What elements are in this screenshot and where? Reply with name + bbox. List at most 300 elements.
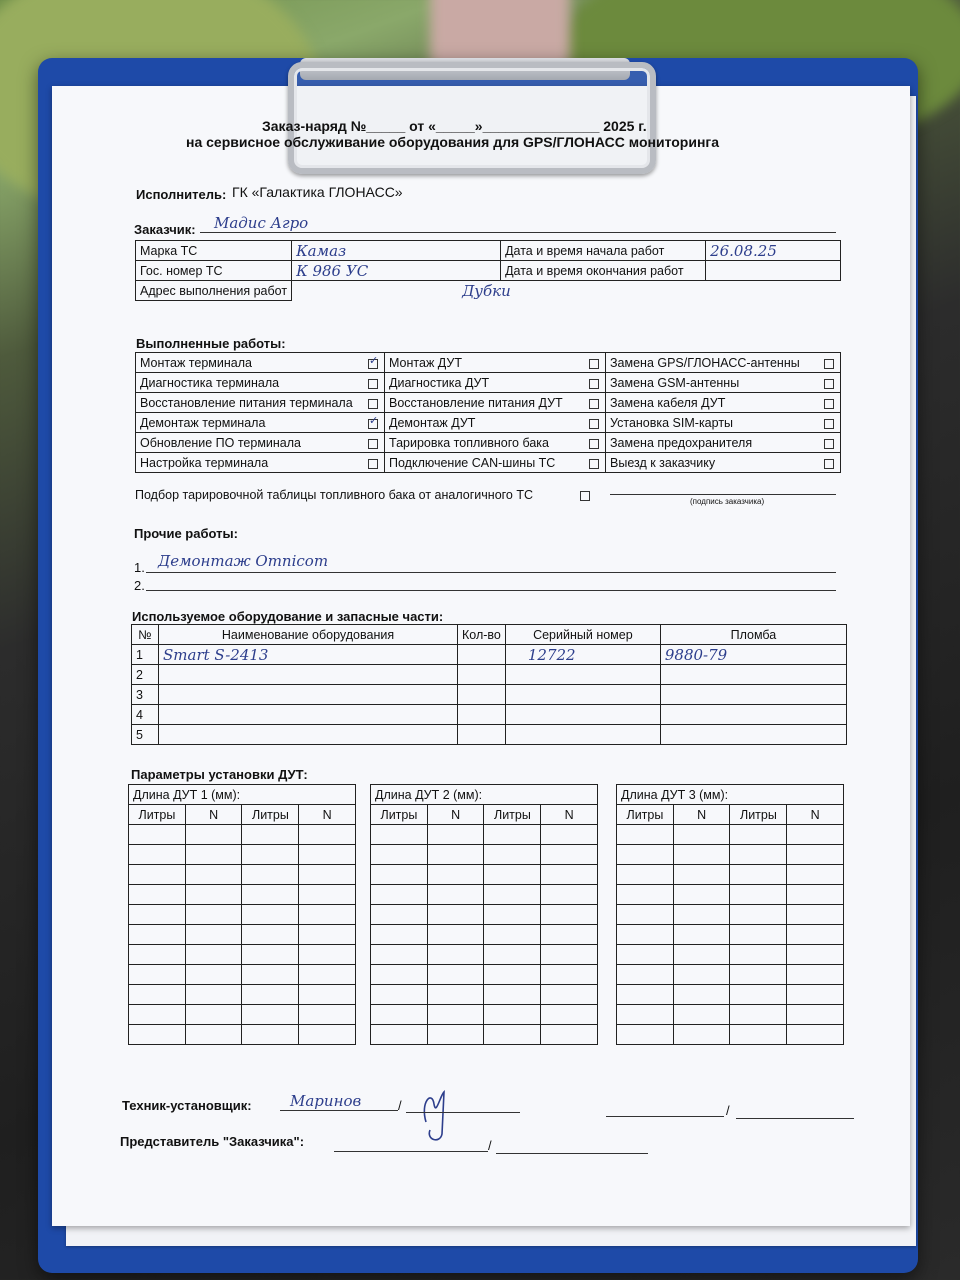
rep-name-line bbox=[334, 1151, 488, 1152]
dut-cell[interactable] bbox=[299, 925, 356, 945]
dut-cell[interactable] bbox=[427, 905, 484, 925]
dut-cell[interactable] bbox=[129, 985, 186, 1005]
equipment-title: Используемое оборудование и запасные части: bbox=[132, 609, 444, 624]
dut-cell[interactable] bbox=[484, 965, 541, 985]
dut-cell[interactable] bbox=[730, 885, 787, 905]
dut-row bbox=[129, 1025, 356, 1045]
dut-cell[interactable] bbox=[371, 965, 428, 985]
equipment-header: Серийный номер bbox=[505, 625, 660, 645]
plate-value: К 986 УС bbox=[292, 261, 501, 281]
end-value bbox=[706, 261, 841, 281]
dut-length-label: Длина ДУТ 3 (мм): bbox=[617, 785, 844, 805]
dut-cell[interactable] bbox=[427, 925, 484, 945]
dut-cell[interactable] bbox=[541, 1025, 598, 1045]
dut-cell[interactable] bbox=[299, 985, 356, 1005]
dut-col-header: Литры bbox=[371, 805, 428, 825]
dut-cell[interactable] bbox=[299, 905, 356, 925]
work-item bbox=[385, 453, 606, 473]
equipment-qty bbox=[458, 645, 506, 665]
dut-cell[interactable] bbox=[371, 825, 428, 845]
dut-row bbox=[617, 965, 844, 985]
dut-row bbox=[129, 985, 356, 1005]
dut-col-header: Литры bbox=[730, 805, 787, 825]
dut-cell[interactable] bbox=[617, 865, 674, 885]
start-label: Дата и время начала работ bbox=[501, 241, 706, 261]
work-item-label: Диагностика терминала bbox=[140, 375, 280, 390]
dut-length-label: Длина ДУТ 2 (мм): bbox=[371, 785, 598, 805]
dut-cell[interactable] bbox=[541, 905, 598, 925]
work-item-label: Тарировка топливного бака bbox=[389, 435, 549, 450]
dut-col-header: Литры bbox=[484, 805, 541, 825]
dut-cell[interactable] bbox=[129, 845, 186, 865]
work-item bbox=[385, 393, 606, 413]
other-line-1 bbox=[146, 572, 836, 573]
dut-cell[interactable] bbox=[541, 885, 598, 905]
work-item-label: Демонтаж ДУТ bbox=[389, 415, 476, 430]
dut-cell[interactable] bbox=[484, 945, 541, 965]
work-item-label: Замена GPS/ГЛОНАСС-антенны bbox=[610, 355, 800, 370]
dut-cell[interactable] bbox=[673, 845, 730, 865]
works-title: Выполненные работы: bbox=[136, 336, 286, 351]
dut-row bbox=[617, 1005, 844, 1025]
dut-cell[interactable] bbox=[484, 825, 541, 845]
dut-cell[interactable] bbox=[299, 1005, 356, 1025]
equipment-name: Smart S-2413 bbox=[159, 645, 458, 665]
dut-cell[interactable] bbox=[617, 1005, 674, 1025]
table-row bbox=[132, 725, 847, 745]
dut-cell[interactable] bbox=[242, 865, 299, 885]
customer-line bbox=[200, 232, 836, 233]
dut-cell[interactable] bbox=[787, 965, 844, 985]
dut-cell[interactable] bbox=[299, 825, 356, 845]
work-item-checkbox[interactable] bbox=[368, 439, 378, 449]
dut-cell[interactable] bbox=[129, 825, 186, 845]
dut-cell[interactable] bbox=[787, 985, 844, 1005]
executor-label: Исполнитель: bbox=[136, 187, 227, 202]
dut-cell[interactable] bbox=[185, 825, 242, 845]
plate-label: Гос. номер ТС bbox=[136, 261, 292, 281]
dut-cell[interactable] bbox=[617, 1025, 674, 1045]
dut-cell[interactable] bbox=[129, 925, 186, 945]
work-item bbox=[606, 413, 841, 433]
dut-cell[interactable] bbox=[673, 905, 730, 925]
dut-cell[interactable] bbox=[541, 865, 598, 885]
dut-cell[interactable] bbox=[673, 1025, 730, 1045]
table-row bbox=[132, 705, 847, 725]
slash: / bbox=[488, 1138, 492, 1153]
table-row bbox=[136, 353, 841, 373]
tech-name-line bbox=[280, 1110, 398, 1111]
dut-cell[interactable] bbox=[185, 905, 242, 925]
dut-cell[interactable] bbox=[242, 905, 299, 925]
table-row bbox=[136, 413, 841, 433]
dut-col-header: N bbox=[299, 805, 356, 825]
dut-cell[interactable] bbox=[730, 1005, 787, 1025]
dut-cell[interactable] bbox=[371, 925, 428, 945]
dut-cell[interactable] bbox=[371, 1025, 428, 1045]
slash: / bbox=[398, 1098, 402, 1113]
dut-cell[interactable] bbox=[242, 845, 299, 865]
dut-cell[interactable] bbox=[617, 905, 674, 925]
dut-col-header: Литры bbox=[129, 805, 186, 825]
form-title: Заказ-наряд №_____ от «_____»_______________ 2025 г. bbox=[262, 118, 647, 134]
work-item-checkbox[interactable] bbox=[824, 459, 834, 469]
equipment-header: № bbox=[132, 625, 159, 645]
dut-cell[interactable] bbox=[673, 925, 730, 945]
dut-row bbox=[129, 845, 356, 865]
executor-value: ГК «Галактика ГЛОНАСС» bbox=[232, 184, 403, 200]
dut-cell[interactable] bbox=[129, 1005, 186, 1025]
dut-cell[interactable] bbox=[484, 905, 541, 925]
table-row bbox=[136, 373, 841, 393]
dut-cell[interactable] bbox=[129, 1025, 186, 1045]
work-item-label: Замена кабеля ДУТ bbox=[610, 395, 726, 410]
dut-cell[interactable] bbox=[299, 1025, 356, 1045]
dut-row bbox=[371, 925, 598, 945]
work-item bbox=[136, 353, 385, 373]
work-item-checkbox[interactable] bbox=[589, 439, 599, 449]
dut-cell[interactable] bbox=[185, 965, 242, 985]
work-item-checkbox[interactable] bbox=[368, 419, 378, 429]
dut-cell[interactable] bbox=[484, 1025, 541, 1045]
dut-cell[interactable] bbox=[185, 1025, 242, 1045]
dut-row bbox=[129, 905, 356, 925]
dut-length-label: Длина ДУТ 1 (мм): bbox=[129, 785, 356, 805]
work-item bbox=[136, 413, 385, 433]
work-item-label: Монтаж ДУТ bbox=[389, 355, 462, 370]
dut-row bbox=[371, 945, 598, 965]
dut-cell[interactable] bbox=[129, 945, 186, 965]
work-item bbox=[385, 433, 606, 453]
work-item-checkbox[interactable] bbox=[824, 359, 834, 369]
row-num: 4 bbox=[132, 705, 159, 725]
dut-cell[interactable] bbox=[787, 885, 844, 905]
rep-label: Представитель "Заказчика": bbox=[120, 1134, 305, 1149]
dut-cell[interactable] bbox=[730, 925, 787, 945]
dut-row bbox=[371, 825, 598, 845]
tariff-label: Подбор тарировочной таблицы топливного бака от аналогичного ТС bbox=[135, 488, 534, 502]
dut-cell[interactable] bbox=[129, 965, 186, 985]
dut-cell[interactable] bbox=[730, 845, 787, 865]
dut-cell[interactable] bbox=[242, 965, 299, 985]
work-item-label: Настройка терминала bbox=[140, 455, 269, 470]
work-item-checkbox[interactable] bbox=[589, 419, 599, 429]
dut-cell[interactable] bbox=[484, 925, 541, 945]
work-item-checkbox[interactable] bbox=[368, 359, 378, 369]
customer-value: Мадис Агро bbox=[214, 214, 309, 232]
vehicle-table bbox=[135, 240, 841, 301]
dut-row bbox=[129, 825, 356, 845]
work-item bbox=[606, 373, 841, 393]
dut-cell[interactable] bbox=[541, 1005, 598, 1025]
dut-cell[interactable] bbox=[371, 1005, 428, 1025]
equipment-table bbox=[131, 624, 847, 745]
dut-cell[interactable] bbox=[185, 1005, 242, 1025]
dut-cell[interactable] bbox=[617, 885, 674, 905]
dut-cell[interactable] bbox=[427, 985, 484, 1005]
row-num: 3 bbox=[132, 685, 159, 705]
work-item bbox=[136, 433, 385, 453]
work-item-label: Замена GSM-антенны bbox=[610, 375, 740, 390]
dut-cell[interactable] bbox=[484, 885, 541, 905]
dut-cell[interactable] bbox=[484, 1005, 541, 1025]
work-item-checkbox[interactable] bbox=[589, 379, 599, 389]
dut-cell[interactable] bbox=[242, 945, 299, 965]
dut-col-header: N bbox=[541, 805, 598, 825]
dut-cell[interactable] bbox=[129, 905, 186, 925]
dut-cell[interactable] bbox=[730, 985, 787, 1005]
dut-cell[interactable] bbox=[427, 1025, 484, 1045]
dut-row bbox=[617, 945, 844, 965]
dut-cell[interactable] bbox=[787, 1025, 844, 1045]
extra-line-2 bbox=[736, 1118, 854, 1119]
dut-col-header: N bbox=[427, 805, 484, 825]
dut-row bbox=[617, 825, 844, 845]
dut-cell[interactable] bbox=[541, 845, 598, 865]
dut-cell[interactable] bbox=[673, 965, 730, 985]
other-title: Прочие работы: bbox=[134, 526, 238, 541]
dut-row bbox=[129, 925, 356, 945]
dut-cell[interactable] bbox=[617, 965, 674, 985]
dut-cell[interactable] bbox=[371, 865, 428, 885]
tech-name: Маринов bbox=[290, 1092, 362, 1110]
dut-cell[interactable] bbox=[787, 845, 844, 865]
work-item-checkbox[interactable] bbox=[589, 359, 599, 369]
dut-cell[interactable] bbox=[427, 1005, 484, 1025]
dut-row bbox=[129, 885, 356, 905]
address-value: Дубки bbox=[292, 281, 841, 301]
dut-cell[interactable] bbox=[484, 865, 541, 885]
dut-col-header: Литры bbox=[617, 805, 674, 825]
table-row bbox=[132, 685, 847, 705]
extra-line-1 bbox=[606, 1116, 724, 1117]
work-item bbox=[606, 453, 841, 473]
dut-cell[interactable] bbox=[730, 945, 787, 965]
dut-cell[interactable] bbox=[371, 945, 428, 965]
dut-cell[interactable] bbox=[730, 825, 787, 845]
dut-cell[interactable] bbox=[541, 925, 598, 945]
dut-cell[interactable] bbox=[185, 925, 242, 945]
dut-cell[interactable] bbox=[242, 985, 299, 1005]
dut-row bbox=[371, 985, 598, 1005]
work-item-label: Восстановление питания ДУТ bbox=[389, 395, 563, 410]
dut-row bbox=[617, 845, 844, 865]
work-item bbox=[385, 373, 606, 393]
dut-cell[interactable] bbox=[541, 825, 598, 845]
work-item bbox=[136, 453, 385, 473]
dut-row bbox=[371, 845, 598, 865]
dut-cell[interactable] bbox=[787, 865, 844, 885]
dut-cell[interactable] bbox=[242, 1005, 299, 1025]
dut-cell[interactable] bbox=[299, 865, 356, 885]
dut-row bbox=[371, 1005, 598, 1025]
dut-cell[interactable] bbox=[427, 885, 484, 905]
dut-row bbox=[371, 885, 598, 905]
work-item-checkbox[interactable] bbox=[589, 399, 599, 409]
dut-cell[interactable] bbox=[185, 985, 242, 1005]
work-item-checkbox[interactable] bbox=[824, 419, 834, 429]
tariff-checkbox[interactable] bbox=[580, 491, 590, 501]
dut-cell[interactable] bbox=[242, 825, 299, 845]
dut-cell[interactable] bbox=[299, 885, 356, 905]
dut-cell[interactable] bbox=[185, 845, 242, 865]
work-item bbox=[385, 413, 606, 433]
work-item-label: Диагностика ДУТ bbox=[389, 375, 490, 390]
table-row bbox=[132, 665, 847, 685]
other-line-2 bbox=[146, 590, 836, 591]
work-item-checkbox[interactable] bbox=[824, 379, 834, 389]
dut-cell[interactable] bbox=[617, 845, 674, 865]
dut-cell[interactable] bbox=[299, 965, 356, 985]
dut-cell[interactable] bbox=[371, 985, 428, 1005]
dut-row bbox=[371, 965, 598, 985]
works-table bbox=[135, 352, 841, 473]
dut-cell[interactable] bbox=[129, 885, 186, 905]
row-num: 2 bbox=[132, 665, 159, 685]
dut-cell[interactable] bbox=[484, 845, 541, 865]
brand-label: Марка ТС bbox=[136, 241, 292, 261]
dut-col-header: N bbox=[185, 805, 242, 825]
dut-row bbox=[617, 985, 844, 1005]
dut-cell[interactable] bbox=[185, 885, 242, 905]
tech-label: Техник-установщик: bbox=[122, 1098, 252, 1113]
dut-cell[interactable] bbox=[787, 1005, 844, 1025]
work-item-label: Демонтаж терминала bbox=[140, 415, 266, 430]
dut-cell[interactable] bbox=[617, 825, 674, 845]
work-item-checkbox[interactable] bbox=[824, 399, 834, 409]
dut-cell[interactable] bbox=[787, 825, 844, 845]
rep-signature-line bbox=[496, 1153, 648, 1154]
dut-row bbox=[617, 925, 844, 945]
other-num-1: 1. bbox=[134, 560, 145, 575]
dut-cell[interactable] bbox=[427, 865, 484, 885]
tech-signature bbox=[418, 1082, 468, 1144]
end-label: Дата и время окончания работ bbox=[501, 261, 706, 281]
dut-col-header: N bbox=[673, 805, 730, 825]
table-row bbox=[136, 453, 841, 473]
equipment-header: Пломба bbox=[660, 625, 846, 645]
dut-cell[interactable] bbox=[617, 925, 674, 945]
dut-cell[interactable] bbox=[787, 925, 844, 945]
work-item-checkbox[interactable] bbox=[589, 459, 599, 469]
dut-row bbox=[371, 905, 598, 925]
dut-row bbox=[129, 1005, 356, 1025]
dut-cell[interactable] bbox=[541, 965, 598, 985]
dut-table bbox=[370, 784, 598, 1045]
work-item-checkbox[interactable] bbox=[368, 379, 378, 389]
dut-cell[interactable] bbox=[484, 985, 541, 1005]
dut-cell[interactable] bbox=[730, 965, 787, 985]
dut-cell[interactable] bbox=[371, 885, 428, 905]
dut-row bbox=[129, 965, 356, 985]
work-item-label: Подключение CAN-шины ТС bbox=[389, 455, 556, 470]
dut-cell[interactable] bbox=[299, 945, 356, 965]
dut-cell[interactable] bbox=[541, 945, 598, 965]
dut-cell[interactable] bbox=[427, 965, 484, 985]
work-item-checkbox[interactable] bbox=[368, 459, 378, 469]
dut-cell[interactable] bbox=[730, 905, 787, 925]
tech-signature-line bbox=[406, 1112, 520, 1113]
dut-cell[interactable] bbox=[299, 845, 356, 865]
equipment-header: Наименование оборудования bbox=[159, 625, 458, 645]
dut-cell[interactable] bbox=[242, 925, 299, 945]
work-item-checkbox[interactable] bbox=[368, 399, 378, 409]
customer-label: Заказчик: bbox=[134, 222, 196, 237]
dut-cell[interactable] bbox=[185, 945, 242, 965]
dut-cell[interactable] bbox=[427, 825, 484, 845]
dut-cell[interactable] bbox=[371, 905, 428, 925]
work-item bbox=[606, 393, 841, 413]
other-value-1: Демонтаж Omnicom bbox=[158, 552, 329, 570]
dut-cell[interactable] bbox=[617, 945, 674, 965]
row-num: 5 bbox=[132, 725, 159, 745]
table-row bbox=[132, 645, 847, 665]
dut-cell[interactable] bbox=[673, 885, 730, 905]
dut-row bbox=[617, 1025, 844, 1045]
work-item bbox=[606, 433, 841, 453]
dut-cell[interactable] bbox=[673, 825, 730, 845]
dut-cell[interactable] bbox=[427, 945, 484, 965]
dut-row bbox=[129, 945, 356, 965]
work-item-label: Замена предохранителя bbox=[610, 435, 753, 450]
work-item-checkbox[interactable] bbox=[824, 439, 834, 449]
customer-signature-line bbox=[610, 494, 836, 495]
dut-row bbox=[617, 865, 844, 885]
dut-row bbox=[129, 865, 356, 885]
dut-cell[interactable] bbox=[242, 885, 299, 905]
dut-cell[interactable] bbox=[541, 985, 598, 1005]
dut-cell[interactable] bbox=[730, 865, 787, 885]
dut-cell[interactable] bbox=[673, 985, 730, 1005]
dut-cell[interactable] bbox=[787, 945, 844, 965]
address-label: Адрес выполнения работ bbox=[136, 281, 292, 301]
signature-caption: (подпись заказчика) bbox=[690, 497, 765, 506]
dut-cell[interactable] bbox=[129, 865, 186, 885]
work-item-label: Установка SIM-карты bbox=[610, 415, 734, 430]
dut-cell[interactable] bbox=[185, 865, 242, 885]
dut-row bbox=[371, 1025, 598, 1045]
work-item bbox=[136, 373, 385, 393]
dut-row bbox=[617, 905, 844, 925]
dut-cell[interactable] bbox=[730, 1025, 787, 1045]
dut-cell[interactable] bbox=[673, 1005, 730, 1025]
equipment-serial: 12722 bbox=[505, 645, 660, 665]
dut-table bbox=[616, 784, 844, 1045]
dut-cell[interactable] bbox=[242, 1025, 299, 1045]
brand-value: Камаз bbox=[292, 241, 501, 261]
work-item bbox=[385, 353, 606, 373]
work-item-label: Восстановление питания терминала bbox=[140, 395, 353, 410]
work-item-label: Монтаж терминала bbox=[140, 355, 252, 370]
work-item bbox=[606, 353, 841, 373]
form-subtitle: на сервисное обслуживание оборудования для GPS/ГЛОНАСС мониторинга bbox=[186, 134, 720, 150]
dut-cell[interactable] bbox=[673, 865, 730, 885]
work-item-label: Обновление ПО терминала bbox=[140, 435, 301, 450]
equipment-seal: 9880-79 bbox=[660, 645, 846, 665]
dut-cell[interactable] bbox=[787, 905, 844, 925]
dut-cell[interactable] bbox=[617, 985, 674, 1005]
dut-cell[interactable] bbox=[427, 845, 484, 865]
dut-title: Параметры установки ДУТ: bbox=[131, 767, 308, 782]
dut-cell[interactable] bbox=[371, 845, 428, 865]
dut-cell[interactable] bbox=[673, 945, 730, 965]
work-item bbox=[136, 393, 385, 413]
dut-table bbox=[128, 784, 356, 1045]
dut-row bbox=[371, 865, 598, 885]
work-item-label: Выезд к заказчику bbox=[610, 455, 716, 470]
start-value: 26.08.25 bbox=[706, 241, 841, 261]
slash: / bbox=[726, 1103, 730, 1118]
